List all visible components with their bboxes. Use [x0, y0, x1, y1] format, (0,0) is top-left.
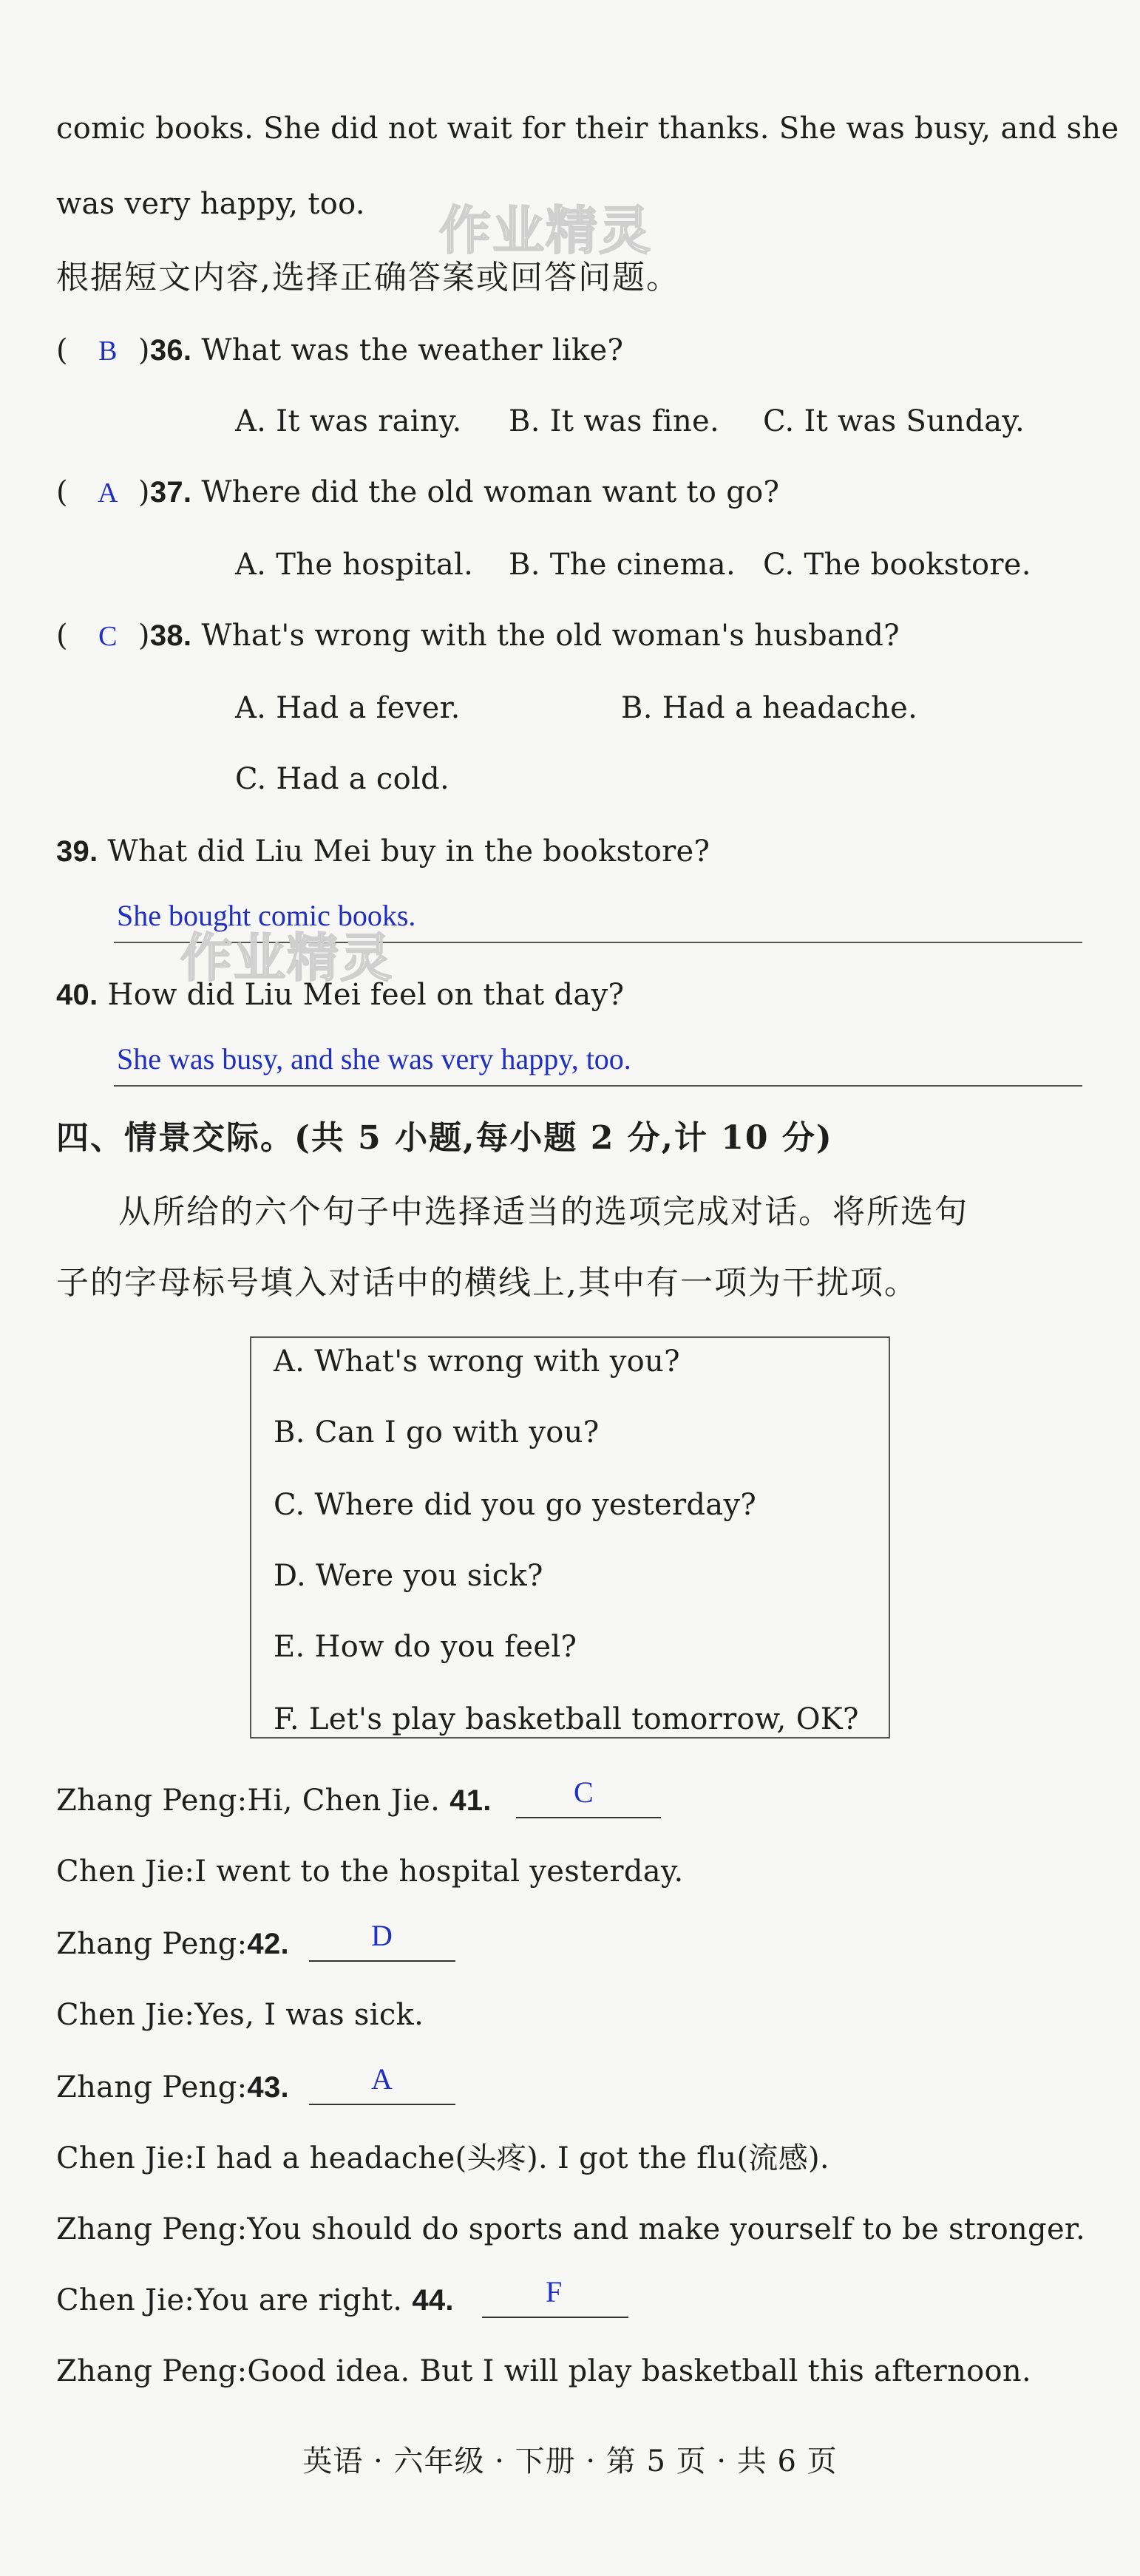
dialogue-line-1 [56, 1780, 492, 1821]
answer-42: D [371, 1919, 393, 1952]
speaker: Chen Jie: [56, 2141, 195, 2175]
speaker: Zhang Peng: [56, 1784, 248, 1818]
answer-37: A [98, 478, 118, 509]
blank-43 [309, 2104, 455, 2105]
answer-43: A [371, 2062, 393, 2096]
dialogue-text: I had a headache(头疼). I got the flu(流感). [194, 2141, 829, 2175]
dialogue-line-8 [56, 2280, 454, 2321]
question-text-37: Where did the old woman want to go? [201, 475, 780, 509]
option-38-b: B. Had a headache. [621, 691, 918, 725]
option-38-a: A. Had a fever. [235, 691, 461, 725]
answer-38: C [98, 621, 118, 652]
dialogue-text: You should do sports and make yourself to be stronger. [247, 2212, 1085, 2246]
dialogue-line-3 [56, 1923, 289, 1965]
open-question-39 [56, 831, 710, 872]
dialogue-text: I went to the hospital yesterday. [194, 1855, 684, 1889]
mc-question-37: ( A )37. Where did the old woman want to go? [56, 472, 779, 514]
option-b: B. Can I go with you? [274, 1416, 600, 1450]
watermark-logo: 作业精灵 [180, 928, 393, 988]
speaker: Chen Jie: [56, 2283, 195, 2317]
speaker: Zhang Peng: [56, 2354, 248, 2388]
blank-42 [309, 1960, 455, 1962]
question-text-39: What did Liu Mei buy in the bookstore? [107, 835, 710, 869]
blank-number-44: 44. [412, 2284, 454, 2317]
question-text-38: What's wrong with the old woman's husband? [201, 619, 900, 653]
option-36-b: B. It was fine. [509, 404, 719, 438]
speaker: Chen Jie: [56, 1855, 195, 1889]
speaker: Chen Jie: [56, 1998, 195, 2032]
dialogue-line-7 [56, 2209, 1085, 2250]
instruction-read-answer: 根据短文内容,选择正确答案或回答问题。 [56, 259, 680, 296]
question-number-38: 38. [149, 619, 192, 652]
blank-41 [516, 1817, 661, 1818]
option-36-c: C. It was Sunday. [763, 404, 1025, 438]
option-e: E. How do you feel? [274, 1630, 577, 1664]
option-37-c: C. The bookstore. [763, 548, 1031, 582]
dialogue-line-5 [56, 2067, 289, 2108]
blank-44 [482, 2317, 628, 2318]
dialogue-text: Yes, I was sick. [194, 1998, 424, 2032]
answer-44: F [546, 2275, 563, 2308]
question-text-36: What was the weather like? [201, 333, 624, 367]
passage-line-2: was very happy, too. [56, 187, 365, 221]
dialogue-text: You are right. [194, 2283, 403, 2317]
question-number-36: 36. [149, 334, 192, 367]
speaker: Zhang Peng: [56, 2070, 248, 2104]
dialogue-text: Good idea. But I will play basketball this afternoon. [247, 2354, 1031, 2388]
option-37-a: A. The hospital. [235, 548, 474, 582]
option-c: C. Where did you go yesterday? [274, 1488, 757, 1522]
option-37-b: B. The cinema. [509, 548, 736, 582]
dialogue-line-9 [56, 2351, 1031, 2392]
page-footer: 英语 · 六年级 · 下册 · 第 5 页 · 共 6 页 [302, 2444, 838, 2478]
answer-line-40 [114, 1085, 1082, 1087]
passage-line-1: comic books. She did not wait for their thanks. She was busy, and she [56, 112, 1119, 146]
blank-number-41: 41. [449, 1784, 492, 1817]
question-text-40: How did Liu Mei feel on that day? [107, 978, 625, 1012]
option-d: D. Were you sick? [274, 1559, 543, 1593]
question-number-39: 39. [56, 835, 98, 868]
section-4-instruction-2: 子的字母标号填入对话中的横线上,其中有一项为干扰项。 [56, 1264, 918, 1302]
answer-36: B [98, 336, 118, 367]
section-4-heading: 四、情景交际。(共 5 小题,每小题 2 分,计 10 分) [56, 1119, 833, 1157]
option-f: F. Let's play basketball tomorrow, OK? [274, 1702, 859, 1736]
question-number-40: 40. [56, 979, 98, 1011]
dialogue-line-6 [56, 2138, 829, 2179]
dialogue-line-4 [56, 1994, 424, 2036]
answer-41: C [574, 1775, 594, 1809]
mc-question-36: ( B )36. What was the weather like? [56, 330, 623, 372]
blank-number-43: 43. [247, 2071, 289, 2104]
option-38-c: C. Had a cold. [235, 762, 450, 796]
mc-question-38: ( C )38. What's wrong with the old woman's husband? [56, 615, 900, 657]
answer-39: She bought comic books. [117, 899, 416, 932]
section-4-instruction-1: 从所给的六个句子中选择适当的选项完成对话。将所选句 [118, 1193, 968, 1231]
option-36-a: A. It was rainy. [235, 404, 462, 438]
watermark-logo: 作业精灵 [439, 200, 652, 261]
speaker: Zhang Peng: [56, 1927, 248, 1961]
dialogue-line-2 [56, 1851, 684, 1892]
open-question-40 [56, 974, 624, 1016]
dialogue-text: Hi, Chen Jie. [247, 1784, 441, 1818]
speaker: Zhang Peng: [56, 2212, 248, 2246]
blank-number-42: 42. [247, 1928, 289, 1960]
question-number-37: 37. [149, 476, 192, 509]
option-a: A. What's wrong with you? [274, 1345, 680, 1379]
options-box [250, 1336, 890, 1739]
answer-40: She was busy, and she was very happy, too. [117, 1042, 631, 1075]
